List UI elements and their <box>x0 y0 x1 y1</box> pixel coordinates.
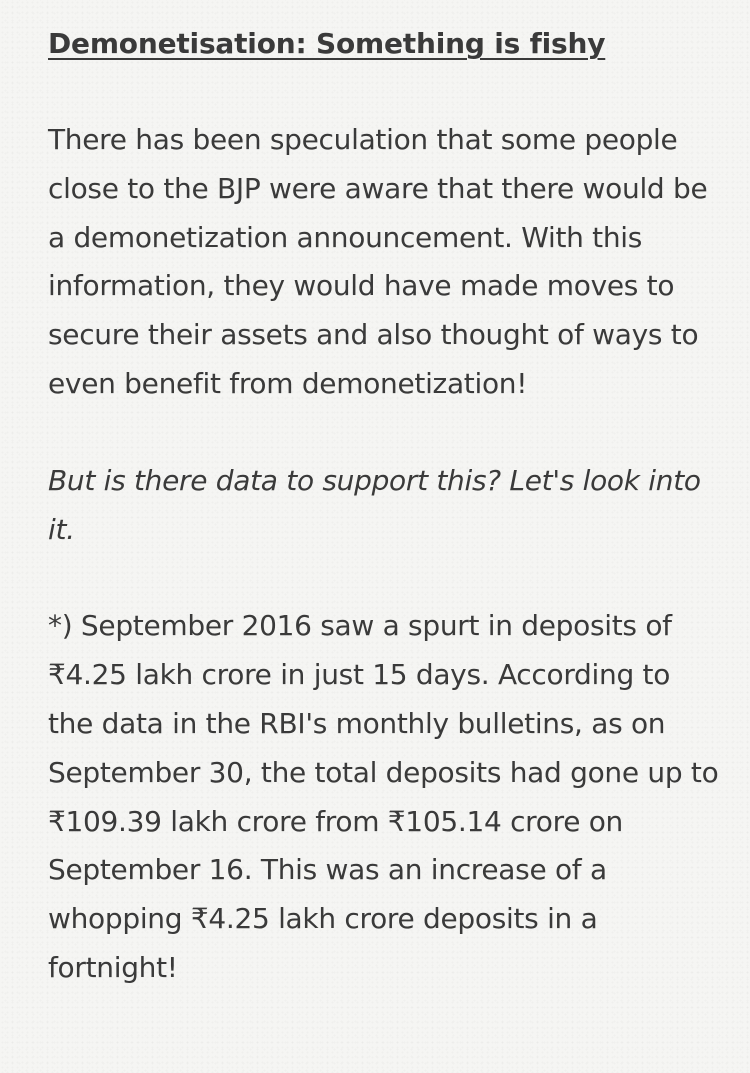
paragraph-intro: There has been speculation that some people close to the BJP were aware that there would be a demonetization announcement. With this information, they would have made moves to secure their assets and also thought of ways to even benefit from demonetization! <box>48 123 708 400</box>
paragraph-question: But is there data to support this? Let's look into it. <box>48 463 701 546</box>
note-title: Demonetisation: Something is fishy <box>48 27 606 60</box>
paragraph-deposits: *) September 2016 saw a spurt in deposits of ₹4.25 lakh crore in just 15 days. According to the data in the RBI's monthly bulletins, as on September 30, the total deposits had gone up to ₹109.39 lakh crore from ₹105.14 crore on September 16. This was an increase of a whopping ₹4.25 lakh crore deposits in a fortnight! <box>48 609 719 984</box>
